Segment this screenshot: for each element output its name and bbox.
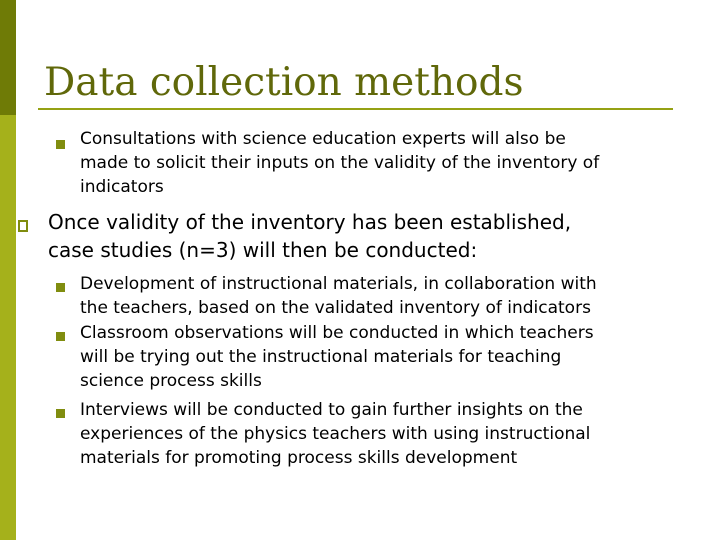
bullet-item-interviews: [80, 398, 710, 470]
bullet-line: case studies (n=3) will then be conducted:: [48, 238, 478, 262]
bullet-item-case-studies: [48, 208, 708, 264]
bullet-item-classroom-observations: [80, 321, 710, 393]
square-bullet-icon: [56, 409, 65, 418]
bullet-line: Once validity of the inventory has been established,: [48, 210, 572, 234]
bullet-item-consultations: [80, 127, 710, 199]
bullet-line: Interviews will be conducted to gain further insights on the: [80, 400, 583, 420]
bullet-line: indicators: [80, 177, 164, 197]
hollow-square-bullet-icon: [18, 220, 28, 232]
bullet-item-development: [80, 272, 710, 320]
sidebar-accent-top: [0, 0, 16, 115]
bullet-line: science process skills: [80, 371, 262, 391]
title-underline: [38, 108, 673, 110]
sidebar-accent-bottom: [0, 115, 16, 540]
bullet-line: experiences of the physics teachers with using instructional: [80, 424, 591, 444]
bullet-line: Consultations with science education experts will also be: [80, 129, 566, 149]
bullet-line: Classroom observations will be conducted in which teachers: [80, 323, 594, 343]
bullet-line: made to solicit their inputs on the validity of the inventory of: [80, 153, 600, 173]
slide-title: Data collection methods: [44, 60, 524, 105]
square-bullet-icon: [56, 140, 65, 149]
bullet-line: Development of instructional materials, in collaboration with: [80, 274, 597, 294]
bullet-line: the teachers, based on the validated inventory of indicators: [80, 298, 591, 318]
square-bullet-icon: [56, 283, 65, 292]
bullet-line: materials for promoting process skills development: [80, 448, 518, 468]
bullet-line: will be trying out the instructional materials for teaching: [80, 347, 562, 367]
square-bullet-icon: [56, 332, 65, 341]
